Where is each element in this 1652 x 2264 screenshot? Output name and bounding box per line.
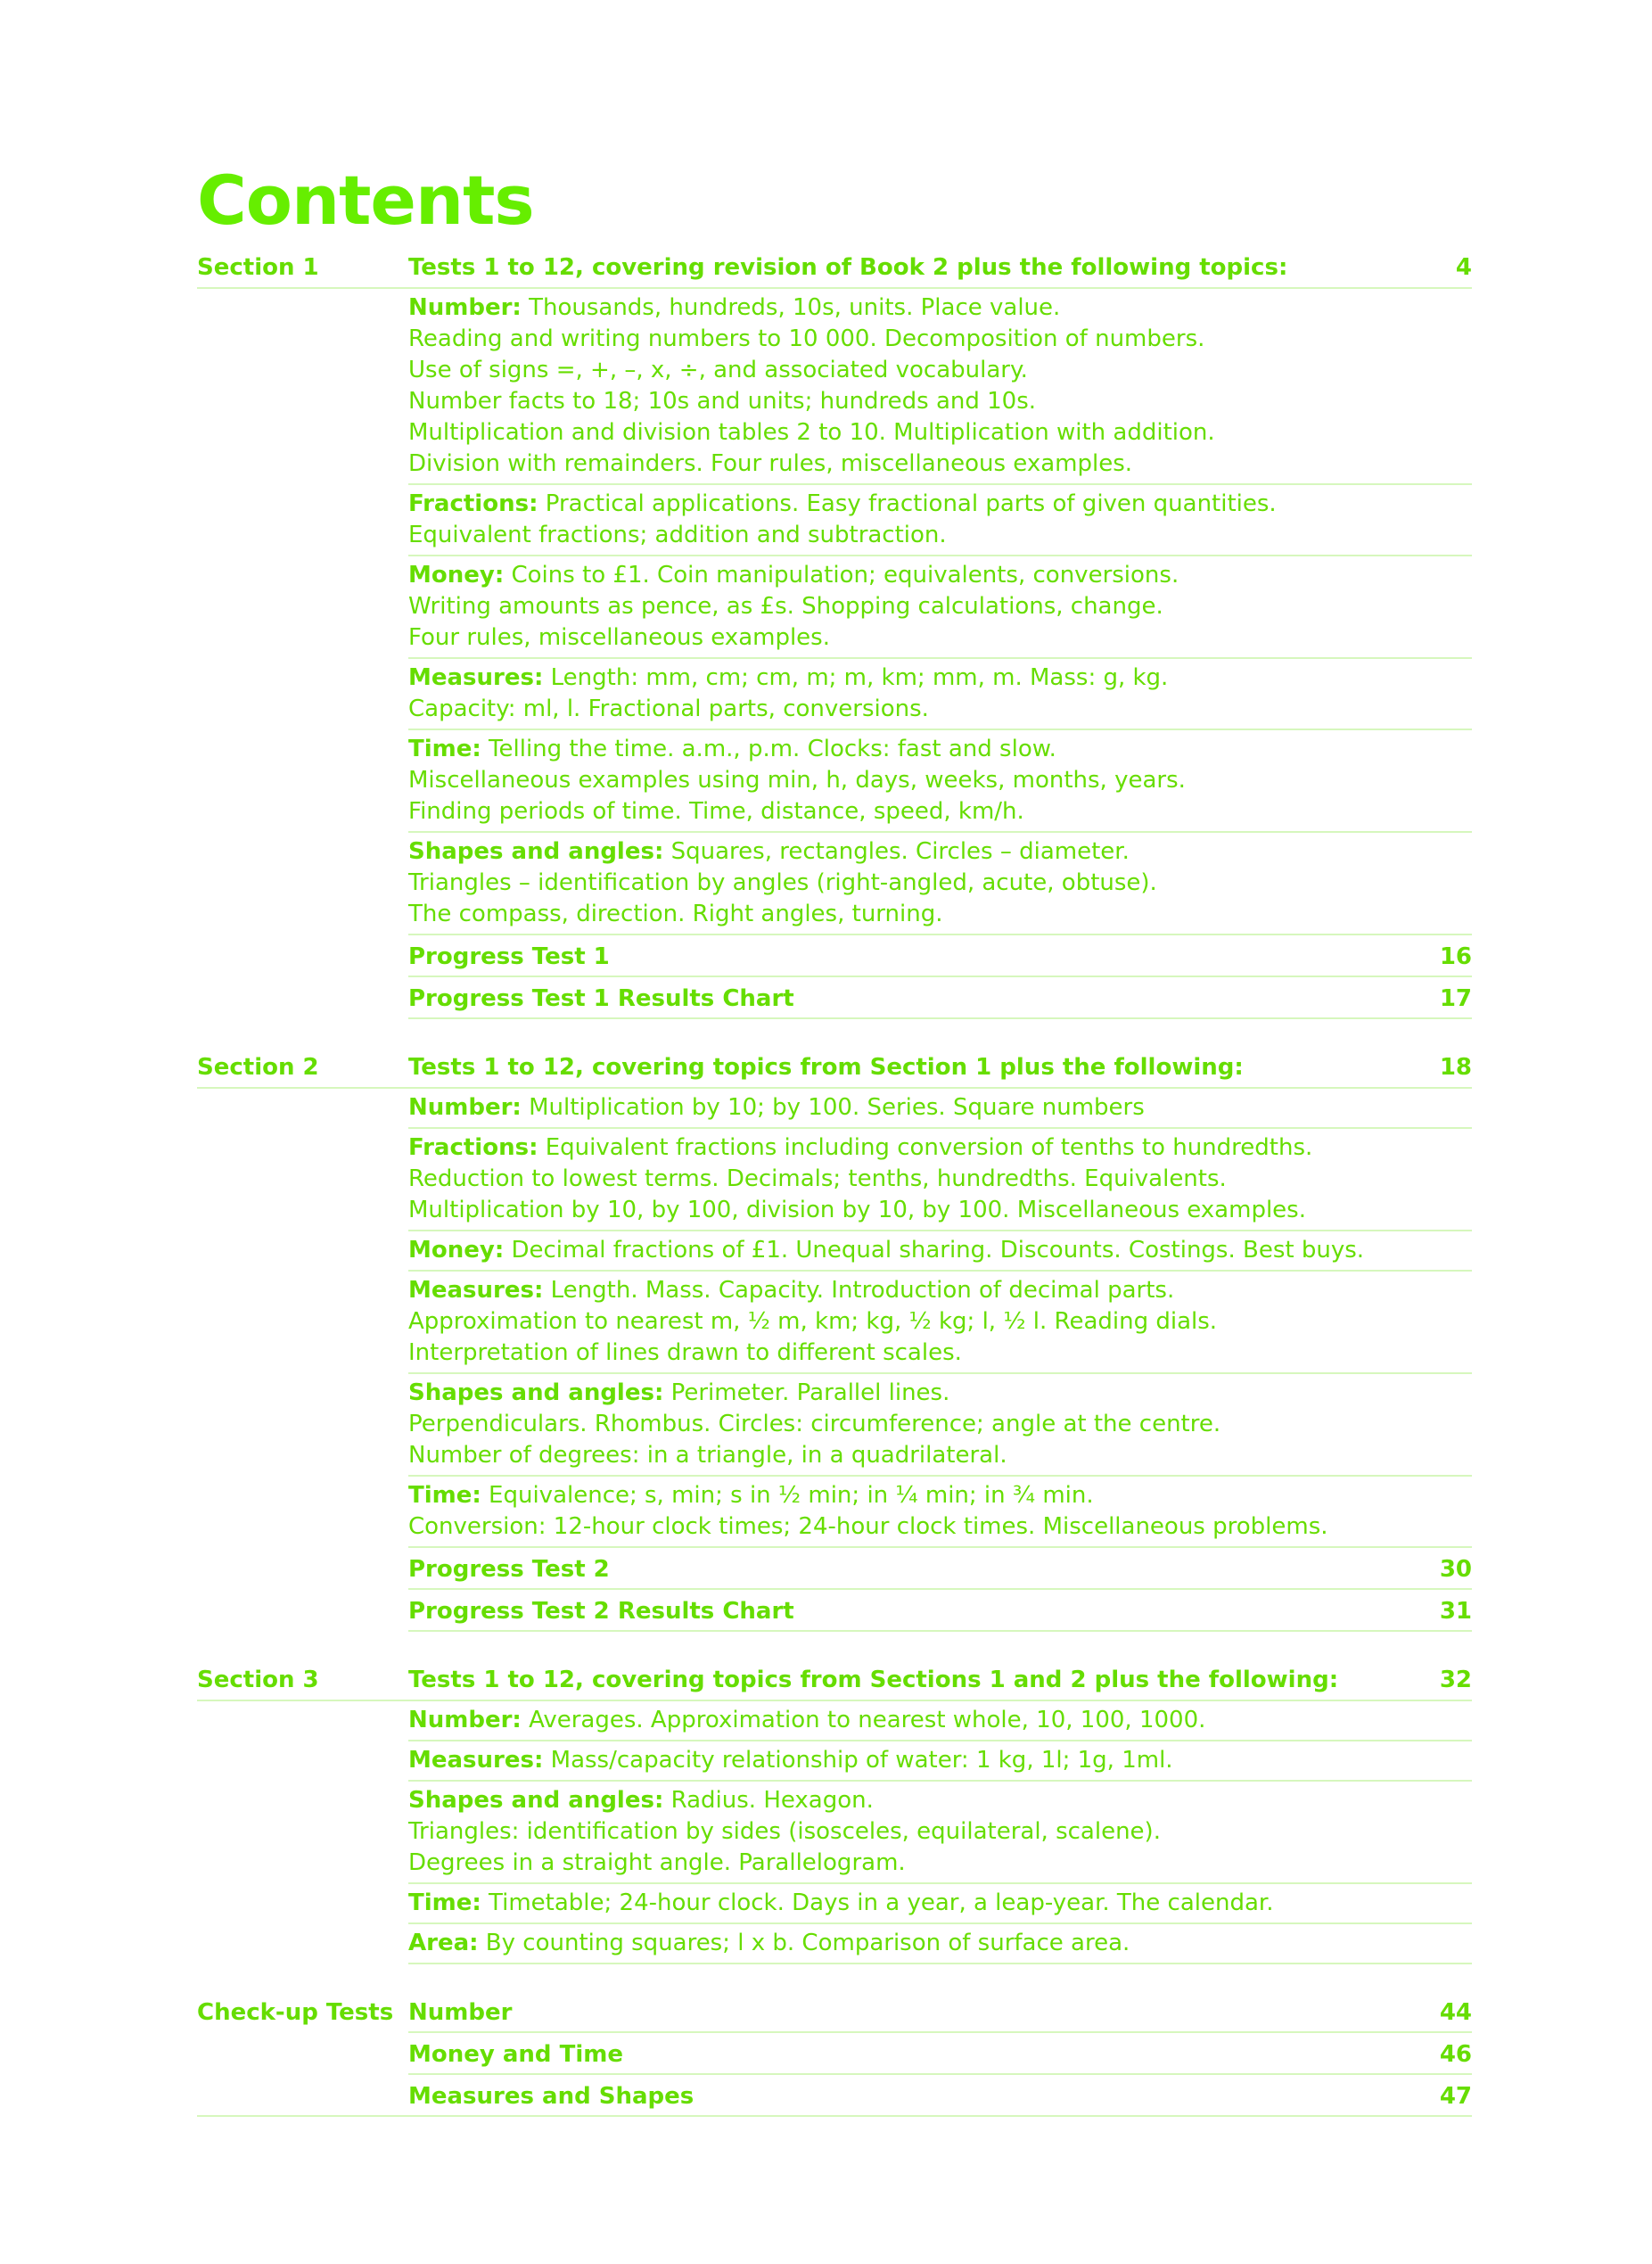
topic-label: Shapes and angles: xyxy=(408,1787,664,1814)
entry-title: Money and Time xyxy=(408,2040,623,2068)
page-number: 4 xyxy=(1455,254,1472,281)
topic-detail: Miscellaneous examples using min, h, days, weeks, months, years. xyxy=(408,767,1186,794)
topic-text xyxy=(408,1480,1418,1543)
topic-text xyxy=(408,1235,1418,1266)
topic-detail: Timetable; 24-hour clock. Days in a year, a leap-year. The calendar. xyxy=(481,1889,1274,1916)
page-title: Contents xyxy=(197,161,534,240)
topic-line xyxy=(408,1275,1418,1306)
topic-line xyxy=(408,836,1418,868)
topic-text xyxy=(408,734,1418,827)
topic-text xyxy=(408,1275,1418,1369)
topic-row xyxy=(197,1374,1472,1477)
topic-line xyxy=(408,1848,1418,1879)
section-heading: Tests 1 to 12, covering revision of Book 2 plus the following topics: xyxy=(408,254,1288,281)
topic-detail: Triangles: identification by sides (isosceles, equilateral, scalene). xyxy=(408,1818,1161,1845)
toc-entry xyxy=(197,935,1472,977)
page-number: 46 xyxy=(1439,2040,1472,2068)
topic-detail: Length: mm, cm; cm, m; m, km; mm, m. Mass: g, kg. xyxy=(543,664,1169,691)
topic-line xyxy=(408,1480,1418,1511)
topic-row xyxy=(197,1782,1472,1884)
topic-line xyxy=(408,765,1418,796)
topic-label: Shapes and angles: xyxy=(408,838,664,865)
section-label: Section 1 xyxy=(197,254,319,281)
topic-row xyxy=(197,1924,1472,1964)
topic-label: Time: xyxy=(408,1889,481,1916)
topic-row xyxy=(197,1129,1472,1231)
topic-label: Measures: xyxy=(408,1747,544,1774)
topic-line xyxy=(408,1092,1418,1124)
topic-line xyxy=(408,324,1418,355)
entry-title: Progress Test 2 Results Chart xyxy=(408,1597,794,1625)
topic-line xyxy=(408,1164,1418,1195)
topic-detail: Thousands, hundreds, 10s, units. Place value. xyxy=(521,294,1061,321)
topic-label: Money: xyxy=(408,1237,505,1264)
topic-line xyxy=(408,694,1418,725)
topic-line xyxy=(408,1378,1418,1409)
topic-line xyxy=(408,899,1418,930)
topic-detail: Use of signs =, +, –, x, ÷, and associated vocabulary. xyxy=(408,357,1028,383)
topic-detail: Multiplication by 10; by 100. Series. Square numbers xyxy=(521,1094,1145,1121)
topic-line xyxy=(408,1785,1418,1816)
topic-line xyxy=(408,1195,1418,1226)
topic-detail: Squares, rectangles. Circles – diameter. xyxy=(663,838,1130,865)
topic-line xyxy=(408,386,1418,417)
page-number: 17 xyxy=(1439,984,1472,1012)
topic-detail: Perpendiculars. Rhombus. Circles: circumference; angle at the centre. xyxy=(408,1411,1221,1437)
topic-line xyxy=(408,1745,1418,1776)
section-heading: Tests 1 to 12, covering topics from Section 1 plus the following: xyxy=(408,1054,1244,1081)
topic-detail: Averages. Approximation to nearest whole, 10, 100, 1000. xyxy=(521,1707,1206,1733)
entry-title: Progress Test 2 xyxy=(408,1555,610,1583)
topic-detail: Decimal fractions of £1. Unequal sharing. Discounts. Costings. Best buys. xyxy=(504,1237,1365,1264)
topic-row xyxy=(197,1701,1472,1741)
topic-line xyxy=(408,520,1418,551)
topic-line xyxy=(408,796,1418,827)
entry-title: Number xyxy=(408,1998,513,2026)
topic-row xyxy=(197,289,1472,485)
topic-text xyxy=(408,1745,1418,1776)
topic-line xyxy=(408,1511,1418,1543)
topic-detail: Practical applications. Easy fractional parts of given quantities. xyxy=(538,490,1277,517)
topic-label: Area: xyxy=(408,1930,479,1956)
checkup-entry xyxy=(197,2033,1472,2075)
topic-row xyxy=(197,1741,1472,1782)
toc-entry xyxy=(197,1548,1472,1590)
topic-label: Shapes and angles: xyxy=(408,1379,664,1406)
entry-title: Progress Test 1 xyxy=(408,943,610,970)
topic-detail: Writing amounts as pence, as £s. Shopping calculations, change. xyxy=(408,593,1163,620)
topic-label: Measures: xyxy=(408,1277,544,1304)
section-gap xyxy=(197,1632,1472,1659)
topic-row xyxy=(197,1272,1472,1374)
section-gap xyxy=(197,1964,1472,1991)
page-number: 47 xyxy=(1439,2082,1472,2110)
topic-detail: Triangles – identification by angles (right-angled, acute, obtuse). xyxy=(408,869,1157,896)
topic-text xyxy=(408,1378,1418,1471)
topic-line xyxy=(408,489,1418,520)
topic-line xyxy=(408,1888,1418,1919)
page-number: 32 xyxy=(1439,1667,1472,1693)
topic-line xyxy=(408,1132,1418,1164)
topic-detail: Multiplication by 10, by 100, division by 10, by 100. Miscellaneous examples. xyxy=(408,1197,1306,1223)
toc-entry xyxy=(197,977,1472,1019)
topic-text xyxy=(408,1888,1418,1919)
checkup-entry xyxy=(197,2075,1472,2117)
topic-row xyxy=(197,833,1472,935)
topic-line xyxy=(408,1816,1418,1848)
topic-label: Time: xyxy=(408,1482,481,1509)
topic-detail: Approximation to nearest m, ½ m, km; kg, ½ kg; l, ½ l. Reading dials. xyxy=(408,1308,1218,1335)
topic-detail: Equivalent fractions including conversion of tenths to hundredths. xyxy=(538,1134,1313,1161)
topic-text xyxy=(408,1785,1418,1879)
topic-line xyxy=(408,622,1418,654)
topic-row xyxy=(197,485,1472,556)
topic-detail: Interpretation of lines drawn to different scales. xyxy=(408,1339,962,1366)
page-number: 44 xyxy=(1439,1998,1472,2026)
topic-text xyxy=(408,1092,1418,1124)
topic-detail: Perimeter. Parallel lines. xyxy=(663,1379,950,1406)
topic-label: Fractions: xyxy=(408,490,538,517)
topic-line xyxy=(408,292,1418,324)
topic-line xyxy=(408,1235,1418,1266)
topic-row xyxy=(197,556,1472,659)
toc-entry xyxy=(197,1590,1472,1632)
topic-label: Number: xyxy=(408,1094,522,1121)
topic-detail: Telling the time. a.m., p.m. Clocks: fast and slow. xyxy=(481,736,1056,762)
topic-detail: Radius. Hexagon. xyxy=(663,1787,874,1814)
topic-label: Fractions: xyxy=(408,1134,538,1161)
section-label: Section 3 xyxy=(197,1667,319,1693)
topic-detail: Conversion: 12-hour clock times; 24-hour clock times. Miscellaneous problems. xyxy=(408,1513,1328,1540)
topic-line xyxy=(408,1705,1418,1736)
topic-detail: Equivalent fractions; addition and subtraction. xyxy=(408,522,947,548)
topic-label: Number: xyxy=(408,294,522,321)
topic-detail: Finding periods of time. Time, distance, speed, km/h. xyxy=(408,798,1024,825)
topic-text xyxy=(408,292,1418,480)
topic-row xyxy=(197,1477,1472,1548)
topic-detail: Reading and writing numbers to 10 000. Decomposition of numbers. xyxy=(408,325,1205,352)
topic-line xyxy=(408,355,1418,386)
topic-line xyxy=(408,449,1418,480)
topic-detail: Degrees in a straight angle. Parallelogram. xyxy=(408,1849,906,1876)
topic-row xyxy=(197,1884,1472,1924)
entry-title: Measures and Shapes xyxy=(408,2082,694,2110)
topic-detail: By counting squares; l x b. Comparison of surface area. xyxy=(478,1930,1130,1956)
topic-detail: Coins to £1. Coin manipulation; equivalents, conversions. xyxy=(504,562,1179,589)
checkup-entry xyxy=(197,1991,1472,2033)
topic-detail: Reduction to lowest terms. Decimals; tenths, hundredths. Equivalents. xyxy=(408,1165,1227,1192)
topic-text xyxy=(408,489,1418,551)
table-of-contents xyxy=(197,246,1472,2117)
section-label: Section 2 xyxy=(197,1054,319,1081)
topic-line xyxy=(408,560,1418,591)
topic-detail: Multiplication and division tables 2 to 10. Multiplication with addition. xyxy=(408,419,1215,446)
section-gap xyxy=(197,1019,1472,1046)
topic-detail: Four rules, miscellaneous examples. xyxy=(408,624,830,651)
topic-line xyxy=(408,591,1418,622)
topic-text xyxy=(408,1705,1418,1736)
page-number: 31 xyxy=(1439,1597,1472,1625)
topic-detail: Number facts to 18; 10s and units; hundreds and 10s. xyxy=(408,388,1037,415)
topic-row xyxy=(197,730,1472,833)
section-label: Check-up Tests xyxy=(197,1998,394,2026)
section-heading-row xyxy=(197,246,1472,289)
topic-detail: Equivalence; s, min; s in ½ min; in ¼ min; in ¾ min. xyxy=(481,1482,1094,1509)
topic-row xyxy=(197,659,1472,730)
page-number: 30 xyxy=(1439,1555,1472,1583)
topic-line xyxy=(408,663,1418,694)
topic-line xyxy=(408,1338,1418,1369)
section-heading: Tests 1 to 12, covering topics from Sections 1 and 2 plus the following: xyxy=(408,1667,1339,1693)
topic-detail: Capacity: ml, l. Fractional parts, conversions. xyxy=(408,696,929,722)
topic-text xyxy=(408,1132,1418,1226)
topic-line xyxy=(408,868,1418,899)
section-heading-row xyxy=(197,1659,1472,1701)
topic-text xyxy=(408,836,1418,930)
topic-detail: Length. Mass. Capacity. Introduction of decimal parts. xyxy=(543,1277,1175,1304)
topic-detail: Number of degrees: in a triangle, in a quadrilateral. xyxy=(408,1442,1007,1469)
topic-text xyxy=(408,560,1418,654)
entry-title: Progress Test 1 Results Chart xyxy=(408,984,794,1012)
topic-detail: Division with remainders. Four rules, miscellaneous examples. xyxy=(408,450,1133,477)
topic-label: Number: xyxy=(408,1707,522,1733)
topic-text xyxy=(408,1928,1418,1959)
topic-detail: The compass, direction. Right angles, turning. xyxy=(408,901,943,927)
topic-line xyxy=(408,1306,1418,1338)
section-heading-row xyxy=(197,1046,1472,1089)
topic-line xyxy=(408,1440,1418,1471)
topic-line xyxy=(408,417,1418,449)
page-number: 18 xyxy=(1439,1054,1472,1081)
topic-line xyxy=(408,1928,1418,1959)
topic-row xyxy=(197,1231,1472,1272)
page-number: 16 xyxy=(1439,943,1472,970)
topic-line xyxy=(408,734,1418,765)
topic-row xyxy=(197,1089,1472,1129)
topic-line xyxy=(408,1409,1418,1440)
topic-text xyxy=(408,663,1418,725)
contents-page xyxy=(197,161,1472,2117)
topic-label: Measures: xyxy=(408,664,544,691)
topic-detail: Mass/capacity relationship of water: 1 kg, 1l; 1g, 1ml. xyxy=(543,1747,1173,1774)
topic-label: Money: xyxy=(408,562,505,589)
topic-label: Time: xyxy=(408,736,481,762)
